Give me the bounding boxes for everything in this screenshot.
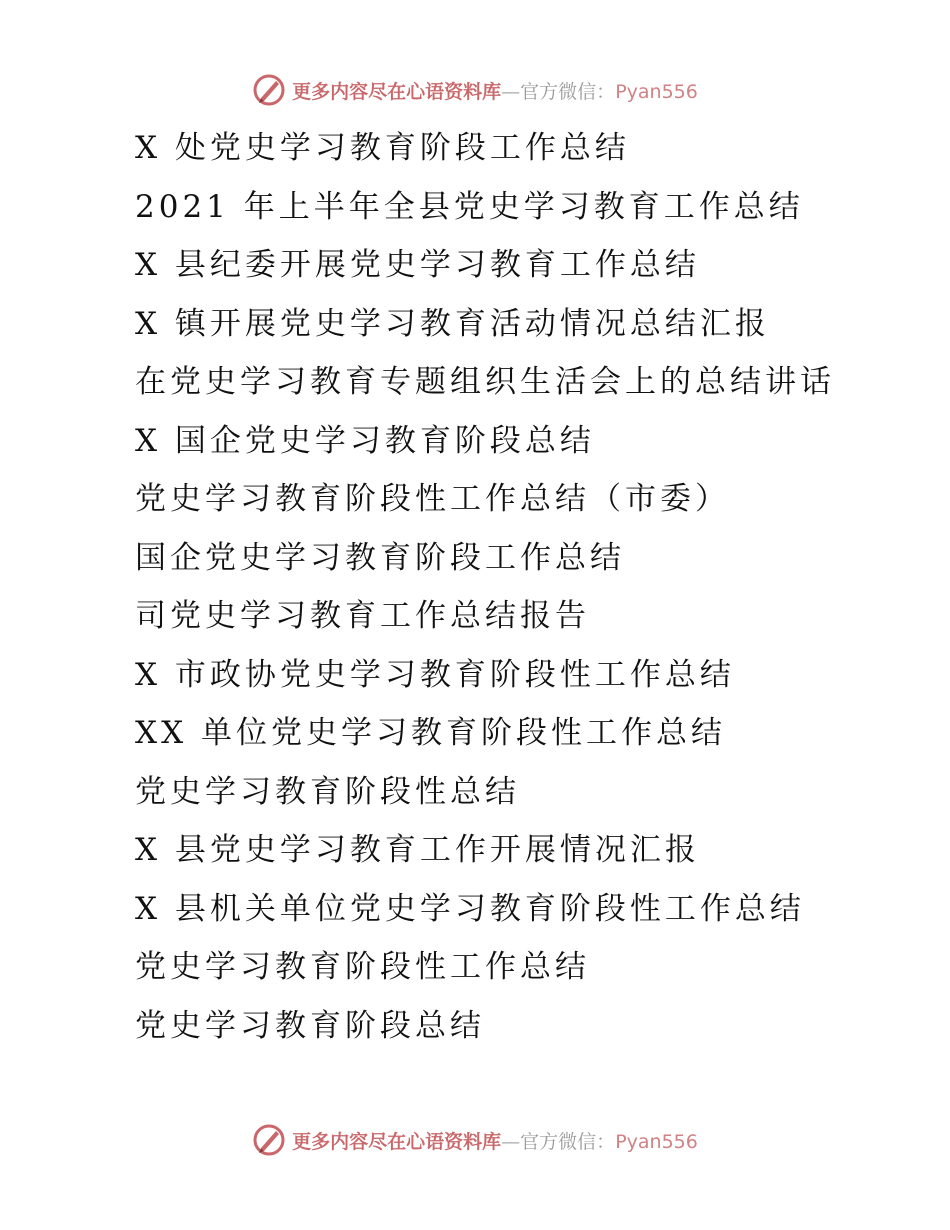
list-item: 国企党史学习教育阶段工作总结 <box>135 539 625 576</box>
watermark-text <box>292 77 698 104</box>
watermark-dash: — <box>501 1130 521 1153</box>
list-item: 司党史学习教育工作总结报告 <box>135 598 590 634</box>
list-item: 党史学习教育阶段性工作总结（市委） <box>135 481 730 517</box>
list-item: X 县党史学习教育工作开展情况汇报 <box>135 832 700 868</box>
watermark-brand: 更多内容尽在心语资料库 <box>292 80 502 103</box>
list-item: 2021 年上半年全县党史学习教育工作总结 <box>135 188 804 225</box>
pen-logo-icon <box>252 1123 286 1157</box>
list-item: X 国企党史学习教育阶段总结 <box>135 422 595 459</box>
watermark-official-label: 官方微信： <box>520 80 616 103</box>
list-item: 党史学习教育阶段性工作总结 <box>135 949 590 985</box>
footer-watermark <box>0 1118 950 1162</box>
watermark-brand: 更多内容尽在心语资料库 <box>292 1130 502 1153</box>
list-item: X 市政协党史学习教育阶段性工作总结 <box>135 656 735 693</box>
pen-logo-icon <box>252 73 286 107</box>
list-item: X 县机关单位党史学习教育阶段性工作总结 <box>135 890 805 927</box>
watermark-official-label: 官方微信： <box>520 1130 616 1153</box>
watermark-wechat-id: Pyan556 <box>615 80 698 103</box>
list-item: 在党史学习教育专题组织生活会上的总结讲话 <box>135 364 835 400</box>
list-item: 党史学习教育阶段性总结 <box>135 773 520 810</box>
list-item: X 县纪委开展党史学习教育工作总结 <box>135 247 700 283</box>
watermark-dash: — <box>501 80 521 103</box>
watermark-text <box>292 1127 698 1154</box>
document-title-list <box>135 119 835 1055</box>
list-item: X 处党史学习教育阶段工作总结 <box>135 130 630 166</box>
list-item: 党史学习教育阶段总结 <box>135 1007 485 1044</box>
list-item: XX 单位党史学习教育阶段性工作总结 <box>135 715 726 751</box>
header-watermark <box>0 68 950 112</box>
list-item: X 镇开展党史学习教育活动情况总结汇报 <box>135 305 770 342</box>
watermark-wechat-id: Pyan556 <box>615 1130 698 1153</box>
